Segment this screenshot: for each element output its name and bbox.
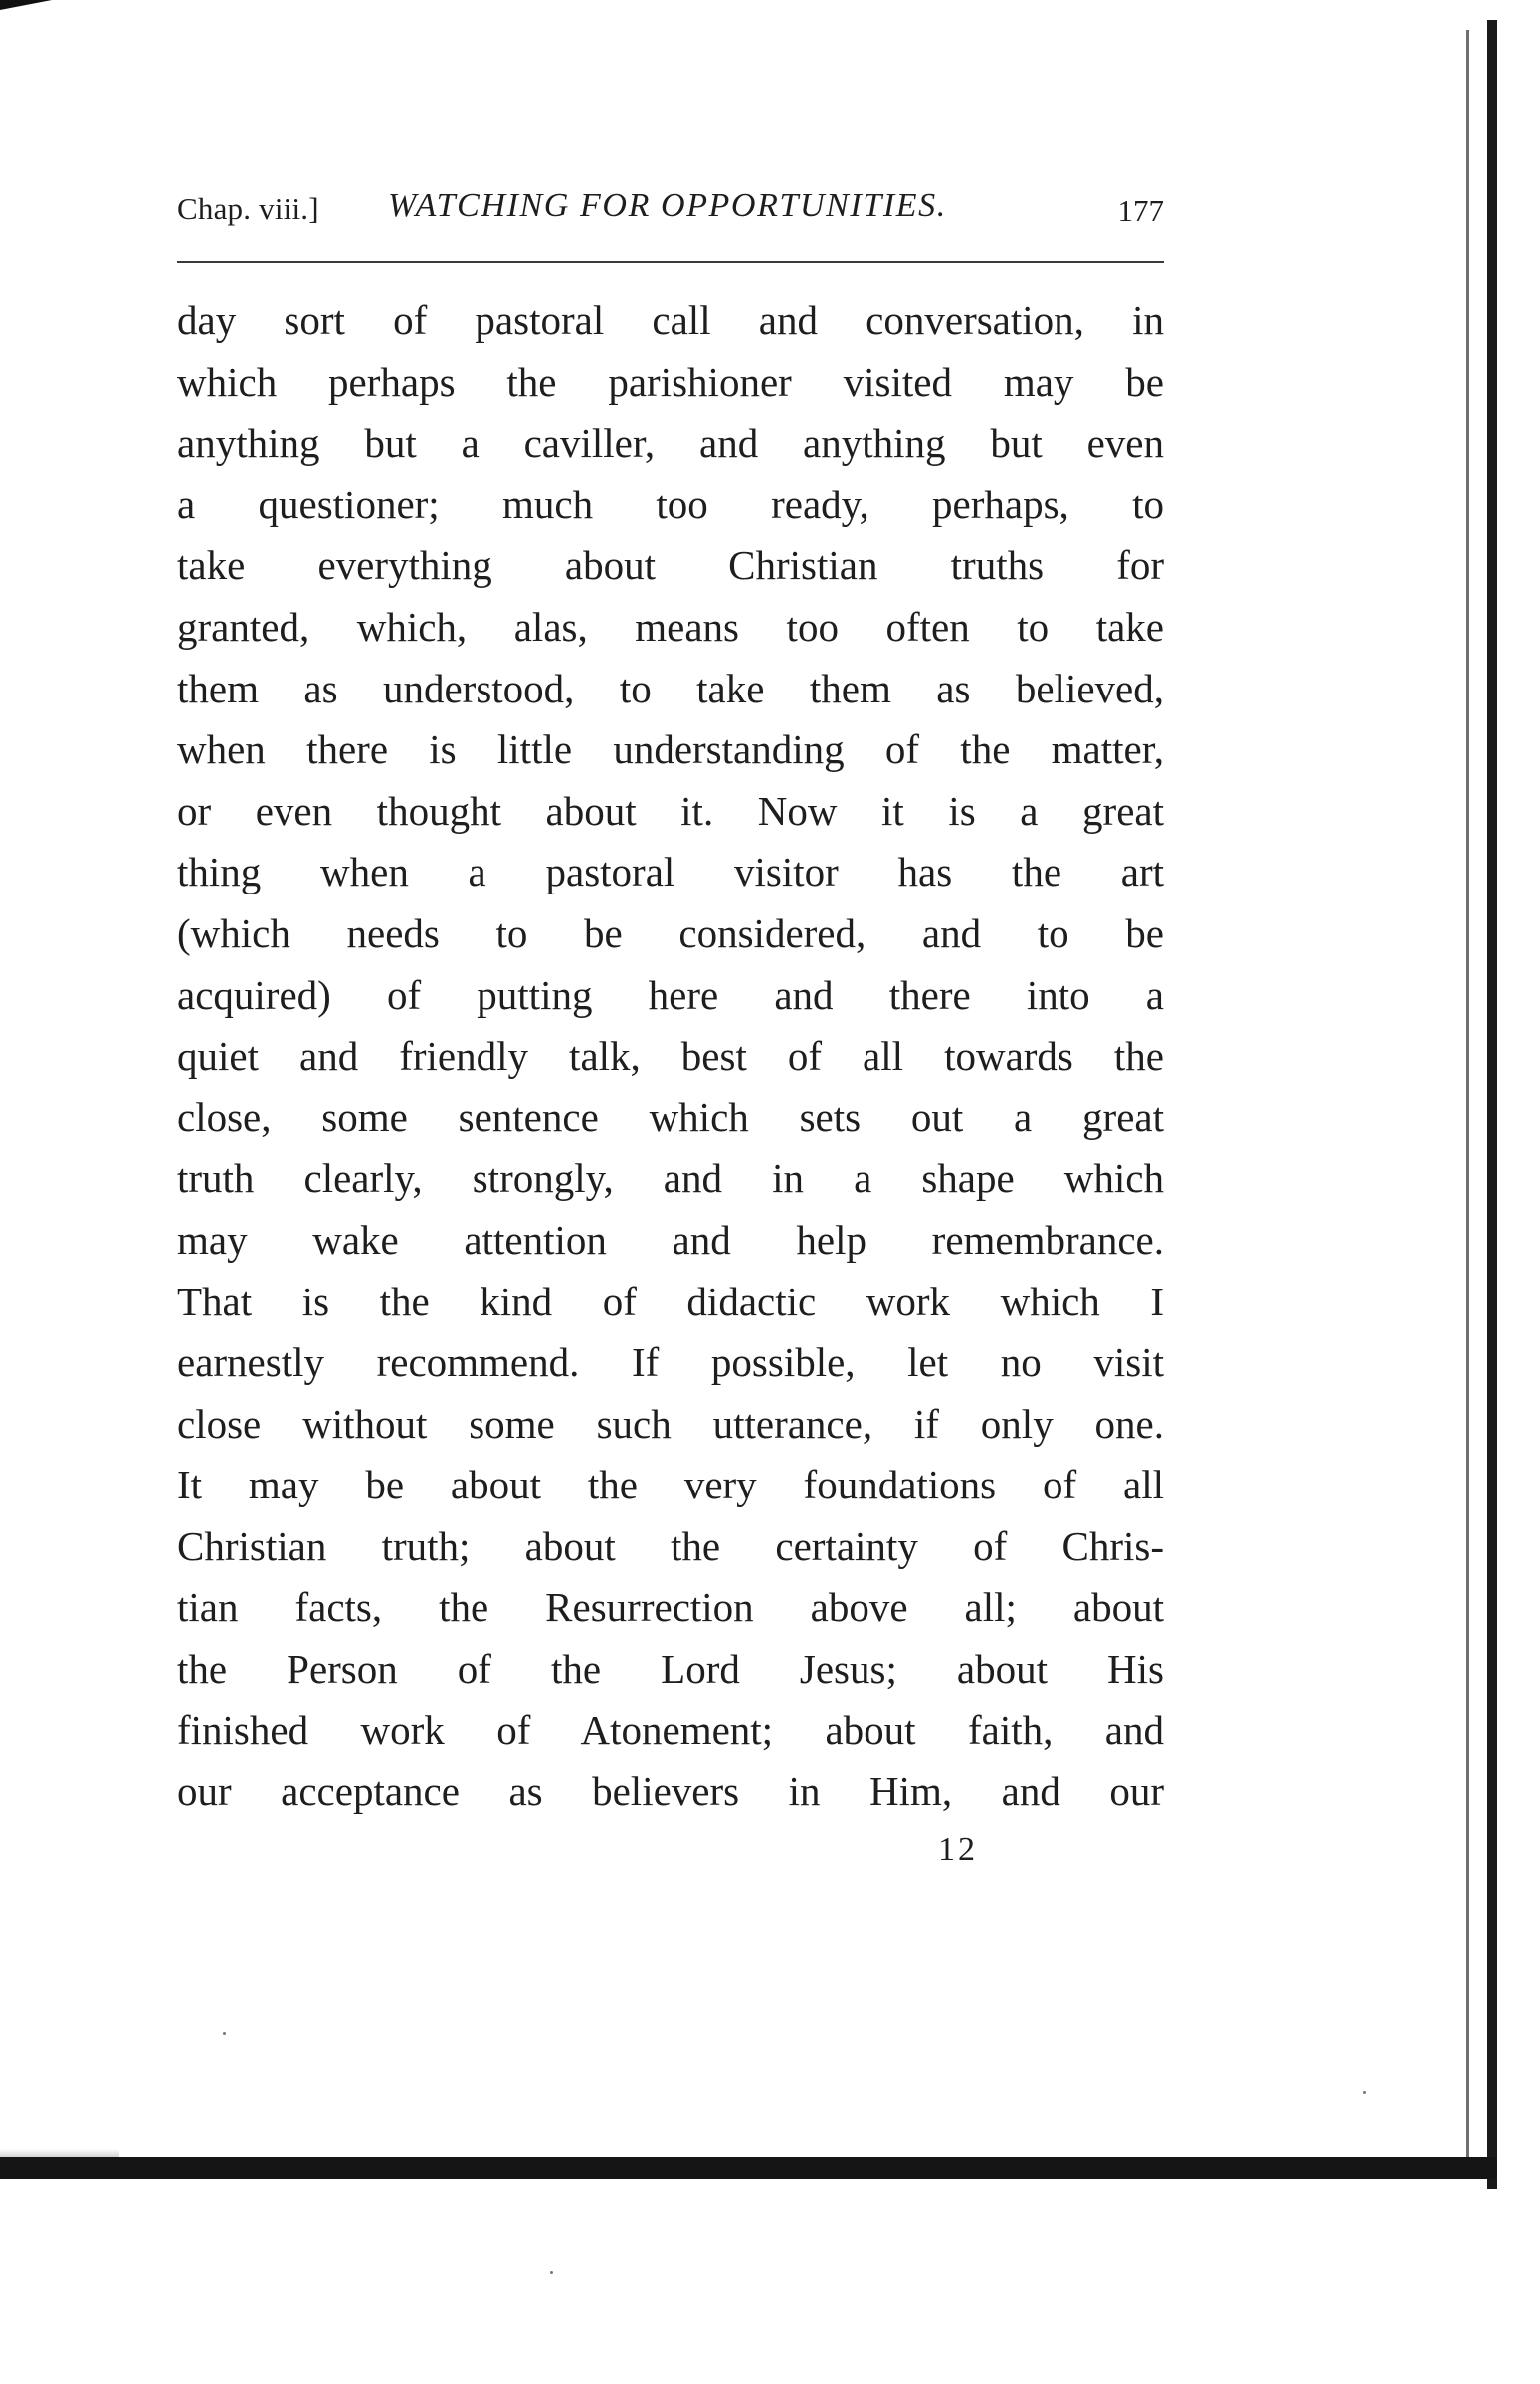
scan-speck — [223, 2032, 226, 2035]
text-line: thing when a pastoral visitor has the art — [177, 849, 1164, 895]
signature-mark: 12 — [938, 1831, 978, 1868]
corner-mark — [0, 0, 52, 10]
text-line: day sort of pastoral call and conversation, in — [177, 298, 1164, 343]
text-line: truth clearly, strongly, and in a shape which — [177, 1155, 1164, 1202]
book-spine-edge — [1487, 20, 1497, 2189]
book-gutter-line — [1466, 30, 1469, 2159]
text-line: the Person of the Lord Jesus; about His — [177, 1646, 1164, 1692]
page-number: 177 — [1117, 193, 1164, 228]
text-line: which perhaps the parishioner visited may be — [177, 358, 1164, 405]
text-line: quiet and friendly talk, best of all towards the — [177, 1033, 1164, 1080]
text-line: when there is little understanding of the matter, — [177, 726, 1164, 773]
text-line: It may be about the very foundations of all — [177, 1462, 1164, 1508]
text-line: finished work of Atonement; about faith, and — [177, 1706, 1164, 1753]
book-page — [177, 181, 1164, 1868]
body-text — [177, 291, 1164, 1823]
scan-speck — [550, 2271, 553, 2274]
text-line: close without some such utterance, if only one. — [177, 1400, 1164, 1447]
text-line: (which needs to be considered, and to be — [177, 909, 1164, 956]
text-line: granted, which, alas, means too often to take — [177, 603, 1164, 650]
text-line: tian facts, the Resurrection above all; about — [177, 1584, 1164, 1631]
text-line: or even thought about it. Now it is a great — [177, 787, 1164, 834]
text-line: take everything about Christian truths for — [177, 542, 1164, 589]
running-head — [177, 181, 1164, 241]
text-line: acquired) of putting here and there into a — [177, 971, 1164, 1018]
text-line: our acceptance as believers in Him, and our — [177, 1768, 1164, 1815]
text-line: That is the kind of didactic work which I — [177, 1278, 1164, 1324]
text-line: earnestly recommend. If possible, let no visit — [177, 1339, 1164, 1386]
running-title: WATCHING FOR OPPORTUNITIES. — [388, 187, 947, 224]
text-line: Christian truth; about the certainty of Chris- — [177, 1522, 1164, 1569]
header-rule — [177, 261, 1164, 263]
text-line: close, some sentence which sets out a great — [177, 1093, 1164, 1140]
text-line: anything but a caviller, and anything but even — [177, 420, 1164, 467]
chapter-reference: Chap. viii.] — [177, 191, 319, 226]
scan-speck — [1363, 2091, 1366, 2094]
text-line: them as understood, to take them as believed, — [177, 665, 1164, 711]
book-bottom-edge — [0, 2157, 1497, 2179]
text-line: may wake attention and help remembrance. — [177, 1216, 1164, 1263]
text-line: a questioner; much too ready, perhaps, to — [177, 481, 1164, 527]
